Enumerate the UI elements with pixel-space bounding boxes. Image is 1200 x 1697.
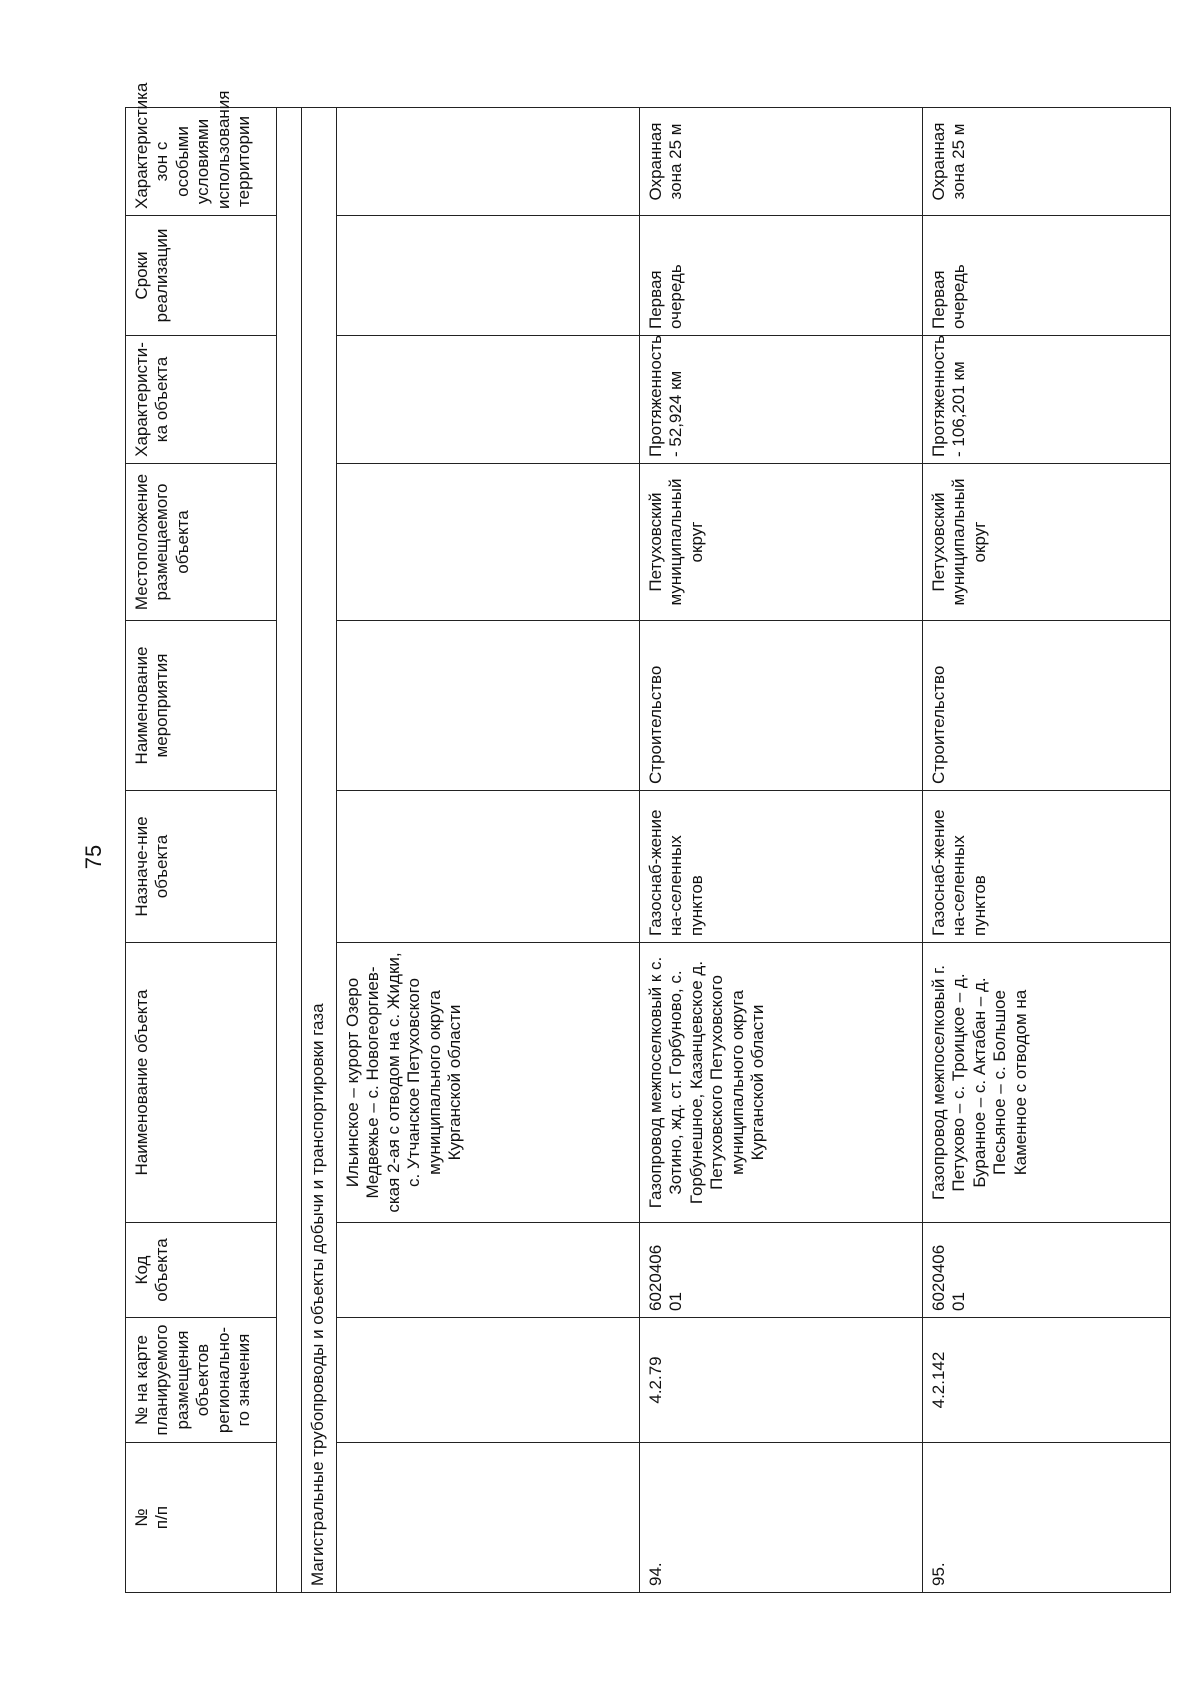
section-row — [302, 108, 337, 1593]
cell-code: 6020406 01 — [923, 1223, 1171, 1318]
header-name: Наименование объекта — [126, 943, 277, 1223]
cell-location: Петуховский муниципальный округ — [923, 464, 1171, 621]
cell-map-num: 4.2.142 — [923, 1318, 1171, 1443]
header-map-num: № на карте планируемого размещения объектов регионально-го значения — [126, 1318, 277, 1443]
rotated-table-container — [125, 82, 1119, 1593]
cell-purpose: Газоснаб-жение на-селенных пунктов — [640, 791, 923, 943]
table-row — [640, 108, 923, 1593]
cell-name: Газопровод межпоселковый к с. Зотино, жд. ст. Горбуново, с. Горбунешное, Казанцевское д. Петуховского Петуховского муниципального округа Курганской области — [640, 943, 923, 1223]
cell-num: 94. — [640, 1443, 923, 1593]
cell-name: Ильинское – курорт Озеро Медвежье – с. Новогеоргиев-ская 2-ая с отводом на с. Жидки, с. Утчанское Петуховского муниципального округа Курганской области — [337, 943, 640, 1223]
header-purpose: Назначе-ние объекта — [126, 791, 277, 943]
cell-name: Газопровод межпоселковый г. Петухово – с. Троицкое – д. Буранное – с. Актабан – д. Песьяное – с. Большое Каменное с отводом на — [923, 943, 1171, 1223]
cell-characteristic: Протяженность - 106,201 км — [923, 336, 1171, 464]
header-num: № п/п — [126, 1443, 277, 1593]
header-period: Сроки реализации — [126, 216, 277, 336]
page-number: 75 — [81, 844, 106, 870]
table-row — [337, 108, 640, 1593]
cell-map-num: 4.2.79 — [640, 1318, 923, 1443]
cell-code: 6020406 01 — [640, 1223, 923, 1318]
header-code: Код объекта — [126, 1223, 277, 1318]
cell-period: Первая очередь — [640, 216, 923, 336]
cell-characteristic: Протяженность - 52,924 км — [640, 336, 923, 464]
spacer-row — [277, 108, 302, 1593]
cell-zone: Охранная зона 25 м — [923, 108, 1171, 216]
cell-location: Петуховский муниципальный округ — [640, 464, 923, 621]
header-characteristic: Характеристи-ка объекта — [126, 336, 277, 464]
objects-table — [125, 82, 1171, 1593]
cell-action: Строительство — [923, 621, 1171, 791]
table-row — [923, 108, 1171, 1593]
cell-purpose: Газоснаб-жение на-селенных пунктов — [923, 791, 1171, 943]
section-title: Магистральные трубопроводы и объекты добычи и транспортировки газа — [302, 108, 337, 1593]
header-location: Местоположение размещаемого объекта — [126, 464, 277, 621]
cell-zone: Охранная зона 25 м — [640, 108, 923, 216]
cell-period: Первая очередь — [923, 216, 1171, 336]
header-action: Наименование мероприятия — [126, 621, 277, 791]
cell-num: 95. — [923, 1443, 1171, 1593]
header-zone: Характеристика зон с особыми условиями использования территории — [126, 108, 277, 216]
header-row — [126, 108, 277, 1593]
cell-action: Строительство — [640, 621, 923, 791]
